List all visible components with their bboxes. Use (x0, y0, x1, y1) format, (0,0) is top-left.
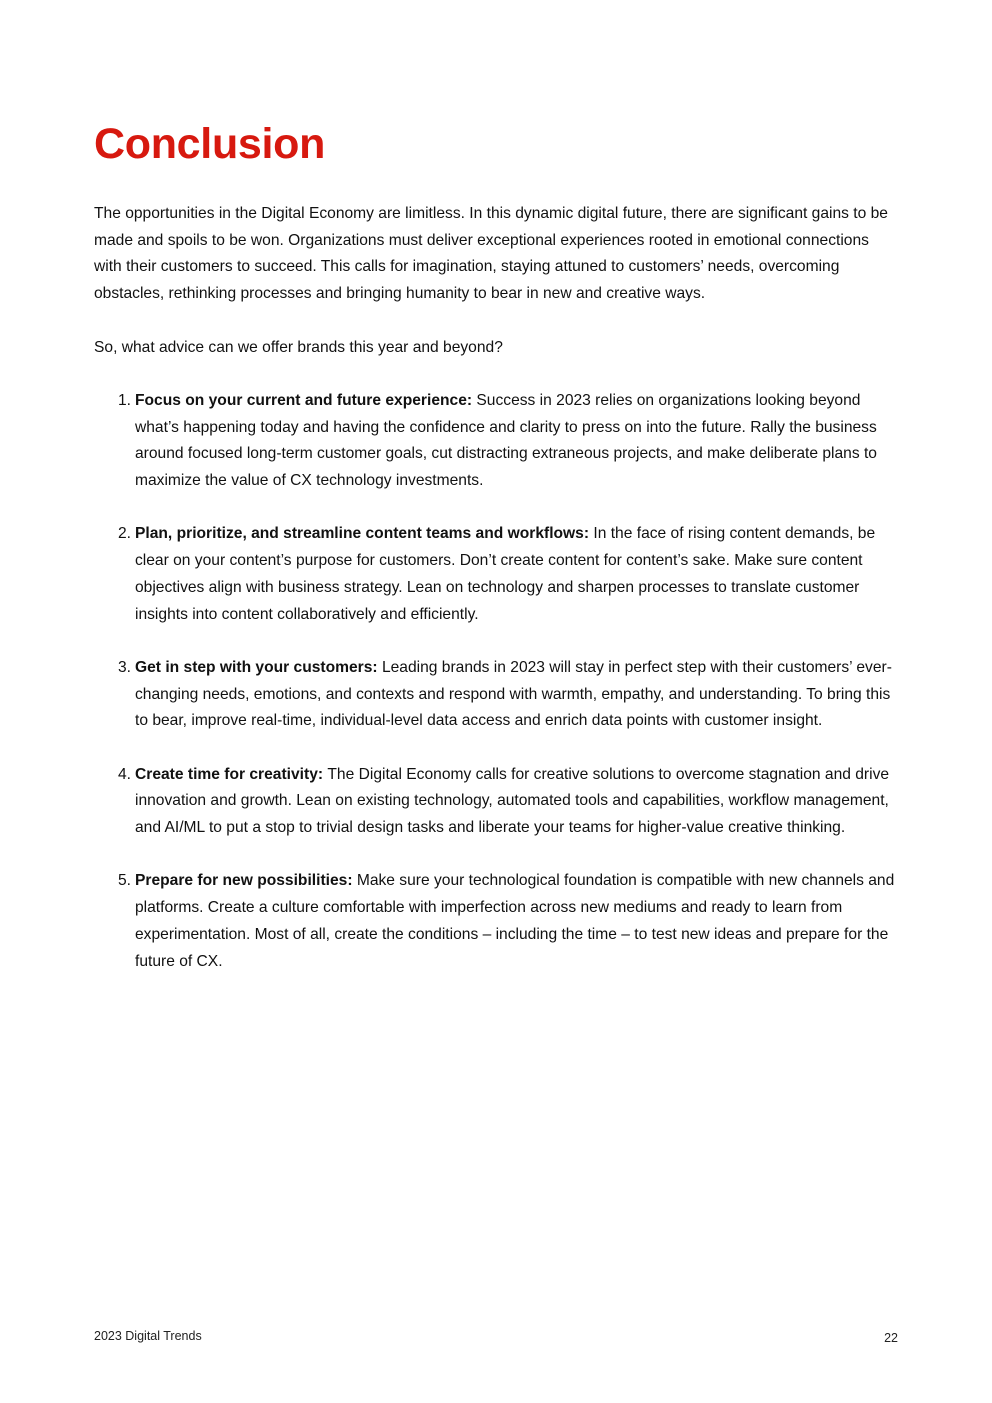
advice-question: So, what advice can we offer brands this year and beyond? (94, 338, 503, 356)
list-item-number: 4. (118, 765, 132, 783)
footer-page-number: 22 (884, 1331, 898, 1345)
list-item-number: 3. (118, 658, 132, 676)
list-item-body: Leading brands in 2023 will stay in perfect step with their customers’ ever-changing needs, emotions, and contexts and respond with warmth, empathy, and understanding. To bring this to bear, improve real-time, individual-level data access and enrich data points with customer insight. (135, 658, 892, 730)
list-item (94, 868, 899, 975)
list-item (94, 655, 899, 735)
list-item-number: 2. (118, 525, 132, 543)
advice-list (94, 388, 899, 975)
conclusion-body (94, 201, 899, 975)
list-item-body: In the face of rising content demands, be clear on your content’s purpose for customers. Don’t create content for content’s sake. Make sure content objectives align with business strategy. Lean on technology and sharpen processes to translate customer insights into content collaboratively and efficiently. (135, 525, 876, 623)
list-item (94, 762, 899, 842)
list-item-body: Make sure your technological foundation is compatible with new channels and platforms. Create a culture comfortable with imperfection across new mediums and ready to learn from experimentation. Most of all, create the conditions – including the time – to test new ideas and prepare for the future of CX. (135, 872, 895, 970)
list-item (94, 521, 899, 628)
intro-paragraph: The opportunities in the Digital Economy are limitless. In this dynamic digital future, there are significant gains to be made and spoils to be won. Organizations must deliver exceptional experiences rooted in emotional connections with their customers to succeed. This calls for imagination, staying attuned to customers’ needs, overcoming obstacles, rethinking processes and bringing humanity to bear in new and creative ways. (94, 205, 888, 303)
list-item-heading: Prepare for new possibilities: (135, 872, 357, 890)
list-item-body: The Digital Economy calls for creative solutions to overcome stagnation and drive innovation and growth. Lean on existing technology, automated tools and capabilities, workflow management, and AI/ML to put a stop to trivial design tasks and liberate your teams for higher-value creative thinking. (135, 765, 890, 837)
list-item-number: 5. (118, 872, 132, 890)
list-item-heading: Create time for creativity: (135, 765, 328, 783)
list-item-number: 1. (118, 391, 132, 409)
page-title: Conclusion (94, 120, 326, 168)
list-item-heading: Get in step with your customers: (135, 658, 382, 676)
list-item-body: Success in 2023 relies on organizations looking beyond what’s happening today and having the confidence and clarity to press on into the future. Rally the business around focused long-term customer goals, cut distracting extraneous projects, and make deliberate plans to maximize the value of CX technology investments. (135, 391, 877, 489)
footer-document-title: 2023 Digital Trends (94, 1329, 202, 1343)
list-item-heading: Focus on your current and future experience: (135, 391, 477, 409)
list-item-heading: Plan, prioritize, and streamline content teams and workflows: (135, 525, 594, 543)
list-item (94, 388, 899, 495)
